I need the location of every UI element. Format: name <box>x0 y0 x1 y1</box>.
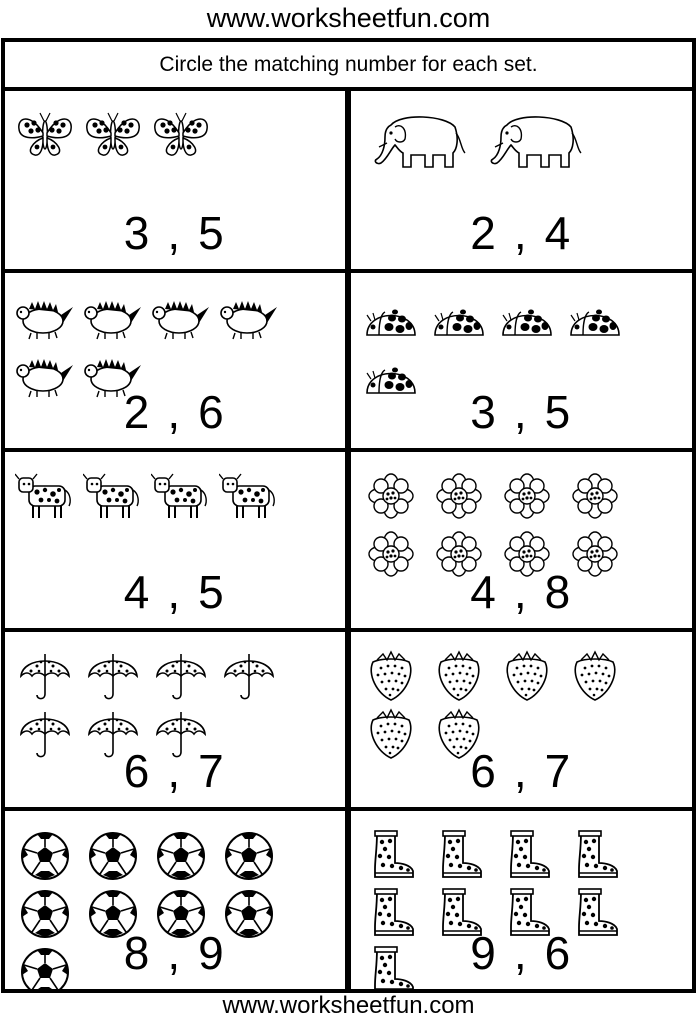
strawberry-icon <box>429 650 489 702</box>
choice-b[interactable]: 6 <box>198 386 226 439</box>
boot-icon <box>497 829 557 881</box>
comma: , <box>167 386 183 439</box>
comma: , <box>167 206 183 259</box>
cow-icon <box>15 470 75 522</box>
boot-icon <box>429 829 489 881</box>
choice-b[interactable]: 8 <box>544 565 573 618</box>
dinosaur-icon <box>151 291 211 343</box>
number-choices <box>351 205 693 261</box>
cow-icon <box>151 470 211 522</box>
set-cell <box>5 630 349 810</box>
strawberry-icon <box>497 650 557 702</box>
comma: , <box>167 927 183 979</box>
number-choices <box>5 205 345 261</box>
set-cell <box>5 91 349 271</box>
soccer-ball-icon <box>83 829 143 881</box>
comma: , <box>513 927 529 979</box>
strawberry-icon <box>361 650 421 702</box>
flower-icon <box>497 470 557 522</box>
cow-icon <box>83 470 143 522</box>
ladybug-icon <box>497 291 557 343</box>
flower-icon <box>565 470 625 522</box>
ladybug-icon <box>361 291 421 343</box>
worksheet <box>1 38 696 993</box>
picture-group <box>361 109 683 219</box>
umbrella-icon <box>151 650 211 702</box>
choice-a[interactable]: 9 <box>470 927 498 979</box>
number-choices <box>351 564 693 620</box>
set-cell <box>5 450 349 630</box>
choice-a[interactable]: 6 <box>470 745 498 798</box>
choice-b[interactable]: 9 <box>198 927 226 979</box>
flower-icon <box>361 470 421 522</box>
number-choices <box>5 384 345 440</box>
dinosaur-icon <box>15 291 75 343</box>
dinosaur-icon <box>219 291 279 343</box>
number-choices <box>5 564 345 620</box>
number-choices <box>351 743 693 799</box>
instructions: Circle the matching number for each set. <box>5 42 692 91</box>
cow-icon <box>219 470 279 522</box>
number-choices <box>5 743 345 799</box>
soccer-ball-icon <box>151 829 211 881</box>
choice-a[interactable]: 4 <box>470 565 498 618</box>
sets-grid <box>5 91 692 989</box>
choice-a[interactable]: 8 <box>123 927 152 979</box>
elephant-icon <box>361 109 469 171</box>
umbrella-icon <box>83 650 143 702</box>
comma: , <box>513 386 529 439</box>
set-cell <box>349 450 693 630</box>
set-cell <box>5 809 349 989</box>
choice-b[interactable]: 7 <box>198 745 226 798</box>
comma: , <box>513 565 529 618</box>
choice-b[interactable]: 5 <box>198 206 226 259</box>
choice-b[interactable]: 4 <box>544 206 573 259</box>
soccer-ball-icon <box>219 829 279 881</box>
umbrella-icon <box>219 650 279 702</box>
site-url-top: www.worksheetfun.com <box>206 3 491 33</box>
butterfly-icon <box>83 109 143 161</box>
strawberry-icon <box>565 650 625 702</box>
number-choices <box>351 384 693 440</box>
choice-a[interactable]: 6 <box>123 745 152 798</box>
butterfly-icon <box>15 109 75 161</box>
set-cell <box>349 809 693 989</box>
comma: , <box>513 745 529 798</box>
picture-group <box>15 829 335 939</box>
picture-group <box>361 829 683 939</box>
set-cell <box>349 271 693 451</box>
choice-a[interactable]: 4 <box>123 565 152 618</box>
ladybug-icon <box>429 291 489 343</box>
boot-icon <box>565 829 625 881</box>
choice-b[interactable]: 5 <box>544 386 573 439</box>
choice-a[interactable]: 3 <box>470 386 498 439</box>
choice-a[interactable]: 3 <box>123 206 152 259</box>
choice-a[interactable]: 2 <box>123 386 152 439</box>
set-cell <box>349 630 693 810</box>
number-choices <box>351 925 693 981</box>
choice-a[interactable]: 2 <box>470 206 498 259</box>
set-cell <box>349 91 693 271</box>
elephant-icon <box>477 109 585 171</box>
boot-icon <box>361 829 421 881</box>
choice-b[interactable]: 7 <box>544 745 573 798</box>
set-cell <box>5 271 349 451</box>
flower-icon <box>429 470 489 522</box>
picture-group <box>15 109 335 219</box>
choice-b[interactable]: 6 <box>544 927 573 979</box>
dinosaur-icon <box>83 291 143 343</box>
ladybug-icon <box>565 291 625 343</box>
comma: , <box>513 206 529 259</box>
site-url-bottom: www.worksheetfun.com <box>222 992 475 1019</box>
butterfly-icon <box>151 109 211 161</box>
umbrella-icon <box>15 650 75 702</box>
soccer-ball-icon <box>15 829 75 881</box>
choice-b[interactable]: 5 <box>198 565 226 618</box>
comma: , <box>167 745 183 798</box>
number-choices <box>5 925 345 981</box>
comma: , <box>167 565 183 618</box>
